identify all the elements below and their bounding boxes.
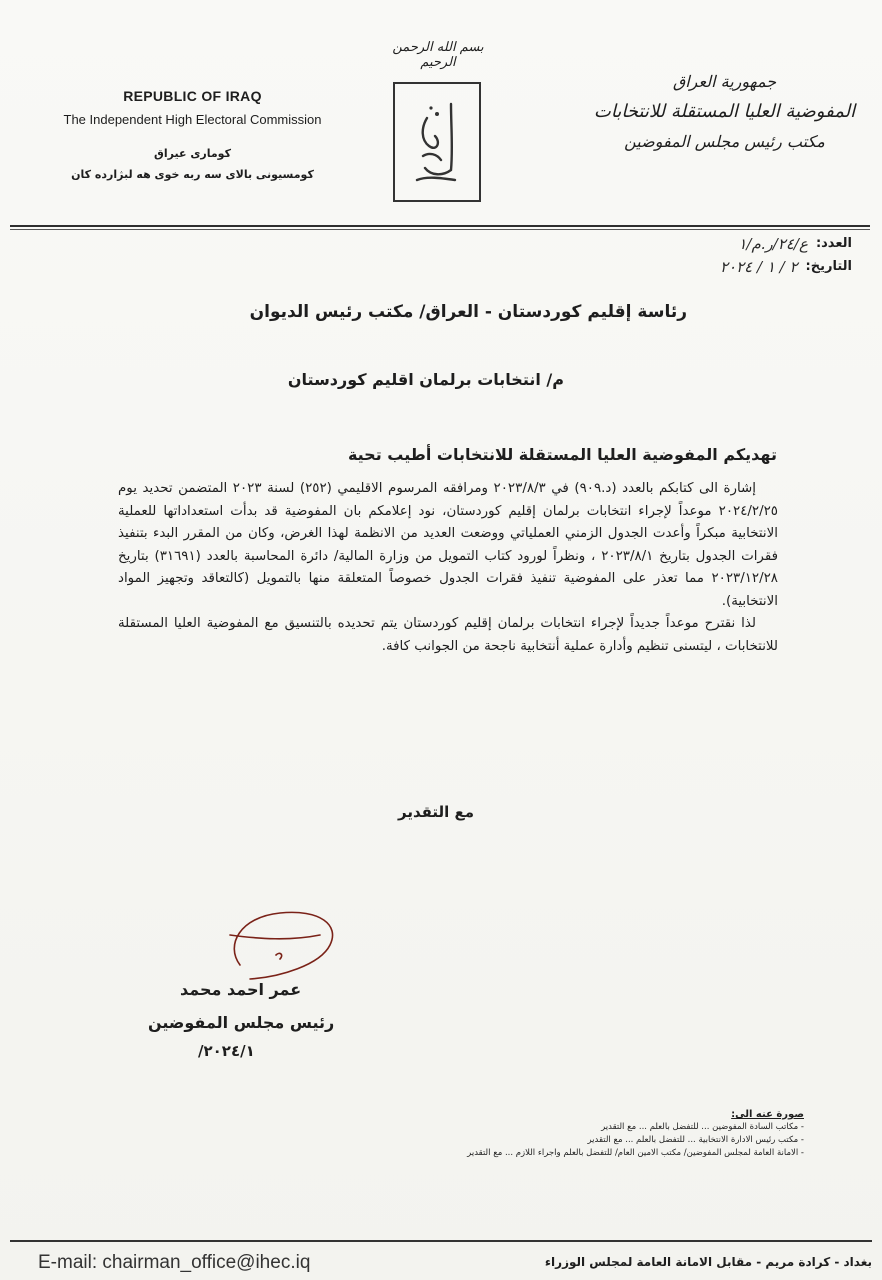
addressee: رئاسة إقليم كوردستان - العراق/ مكتب رئيس الديوان (249, 302, 687, 322)
closing-regards: مع التقدير (398, 803, 475, 821)
commission-name-ku: كومسيونى بالاى سه ربه خوى هه لبژارده كان (71, 168, 314, 181)
copies-item: - مكتب رئيس الادارة الانتخابية ... للتفضل بالعلم ... مع التقدير (587, 1135, 804, 1145)
footer-email: E-mail: chairman_office@ihec.iq (38, 1252, 311, 1273)
body-paragraph-2: لذا نقترح موعداً جديداً لإجراء انتخابات برلمان إقليم كوردستان يتم تحديده بالتنسيق مع المفوضية العليا المستقلة للانتخابات ، ليتسنى تنظيم وأدارة عملية أنتخابية ناجحة من الجوانب كافة. (118, 616, 778, 654)
footer-address: بغداد - كرادة مريم - مقابل الامانة العامة لمجلس الوزراء (544, 1255, 872, 1269)
copies-title: صورة عنه الى: (731, 1109, 804, 1120)
copies-item: - الامانة العامة لمجلس المفوضين/ مكتب الامين العام/ للتفضل بالعلم واجراء اللازم ... مع التقدير (467, 1148, 804, 1158)
country-name-ar: جمهورية العراق (672, 72, 777, 91)
country-name-en: REPUBLIC OF IRAQ (123, 88, 262, 104)
ihec-logo-icon (407, 96, 467, 188)
footer-divider (10, 1240, 872, 1242)
subject-line: م/ انتخابات برلمان اقليم كوردستان (287, 370, 564, 389)
reference-block (612, 232, 852, 278)
commission-name-en: The Independent High Electoral Commission (63, 112, 322, 127)
signatory-title: رئيس مجلس المفوضين (148, 1013, 335, 1032)
copies-to-block (384, 1108, 804, 1160)
country-name-ku: كوماری عیراق (154, 147, 231, 160)
letter-body (118, 478, 778, 658)
reference-date-row (612, 255, 852, 278)
handwritten-signature (220, 905, 350, 985)
commission-name-ar: المفوضية العليا المستقلة للانتخابات (593, 101, 856, 122)
signature-date: ٢٠٢٤/١/ (198, 1042, 255, 1060)
signatory-name: عمر احمد محمد (180, 980, 302, 999)
letterhead-left (20, 88, 365, 181)
basmala-calligraphy: بسم الله الرحمن الرحيم (392, 40, 484, 70)
reference-date-label: التاريخ: (805, 259, 852, 274)
reference-date-value: ٢ / ١ / ٢٠٢٤ (719, 257, 798, 276)
header-divider (10, 225, 870, 227)
reference-number-value: ع/٢٤/ر.م/١ (738, 234, 808, 253)
greeting: تهديكم المفوضية العليا المستقلة للانتخابات أطيب تحية (347, 445, 777, 464)
reference-number-label: العدد: (815, 236, 852, 251)
office-name-ar: مكتب رئيس مجلس المفوضين (624, 132, 825, 151)
reference-number-row (612, 232, 852, 255)
ihec-logo (393, 82, 481, 202)
copies-item: - مكاتب السادة المفوضين ... للتفضل بالعلم ... مع التقدير (601, 1122, 804, 1132)
body-paragraph-1: إشارة الى كتابكم بالعدد (د.٩٠٩) في ٢٠٢٣/٨/٣ ومرافقه المرسوم الاقليمي (٢٥٢) لسنة ٢٠٢٣ المتضمن تحديد يوم ٢٠٢٤/٢/٢٥ موعداً لإجراء انتخابات برلمان إقليم كوردستان، نود إعلامكم بان المفوضية قد بدأت استعداداتها للعملية الانتخابية مبكراً وأعدت الجدول الزمني العملياتي ووضعت العديد من الانظمة لهذا الغرض، وكان من المقرر البدء بتنفيذ فقرات الجدول بتاريخ ٢٠٢٣/٨/١ ، ونظراً لورود كتاب التمويل من وزارة المالية/ دائرة المحاسبة بالعدد (٣١٦٩١) بتاريخ ٢٠٢٣/١٢/٢٨ مما تعذر على المفوضية تنفيذ فقرات الجدول خصوصاً المتعلقة منها بالتمويل (كالتعاقد وتجهيز المواد الانتخابية). (118, 481, 778, 609)
letterhead-right (592, 72, 857, 151)
header-divider-thin (10, 229, 870, 230)
